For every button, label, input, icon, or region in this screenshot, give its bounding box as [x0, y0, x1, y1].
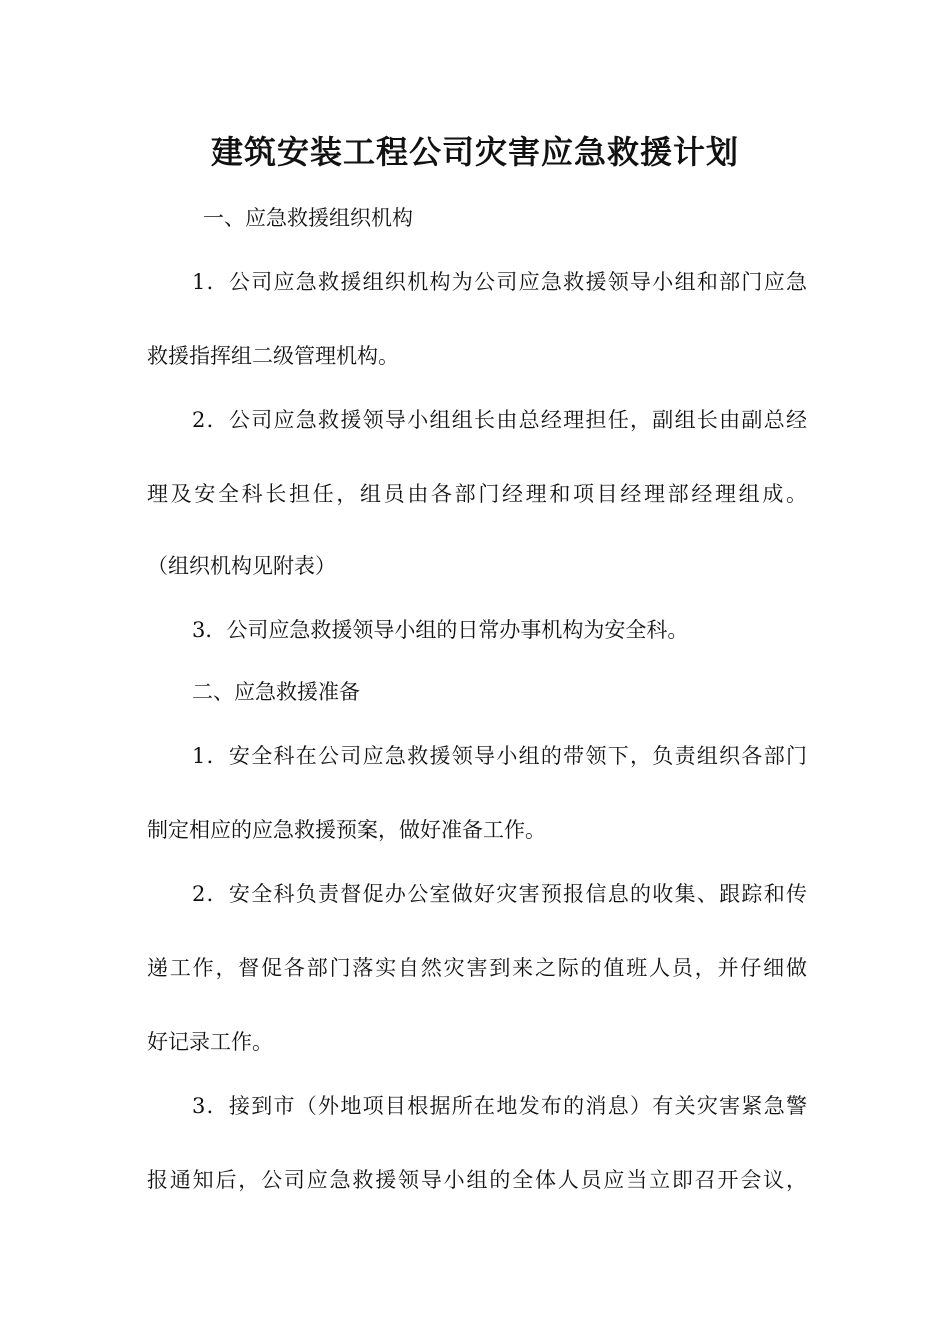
- document-title: 建筑安装工程公司灾害应急救援计划: [210, 133, 739, 171]
- paragraph-line: （组织机构见附表）: [147, 554, 336, 578]
- paragraph-line: 报通知后，公司应急救援领导小组的全体人员应当立即召开会议，: [147, 1168, 807, 1192]
- section-heading-2: 二、应急救援准备: [192, 680, 360, 704]
- paragraph-line: 1．公司应急救援组织机构为公司应急救援领导小组和部门应急: [192, 270, 807, 294]
- paragraph-line: 递工作，督促各部门落实自然灾害到来之际的值班人员，并仔细做: [147, 956, 807, 980]
- paragraph-line: 3．公司应急救援领导小组的日常办事机构为安全科。: [192, 618, 689, 642]
- paragraph-line: 2．公司应急救援领导小组组长由总经理担任，副组长由副总经: [192, 408, 807, 432]
- section-heading-1: 一、应急救援组织机构: [203, 206, 413, 230]
- paragraph-line: 3．接到市（外地项目根据所在地发布的消息）有关灾害紧急警: [192, 1094, 807, 1118]
- paragraph-line: 1．安全科在公司应急救援领导小组的带领下，负责组织各部门: [192, 744, 807, 768]
- paragraph-line: 救援指挥组二级管理机构。: [147, 344, 399, 368]
- paragraph-line: 好记录工作。: [147, 1030, 273, 1054]
- paragraph-line: 理及安全科长担任，组员由各部门经理和项目经理部经理组成。: [147, 482, 807, 506]
- paragraph-line: 制定相应的应急救援预案，做好准备工作。: [147, 818, 546, 842]
- paragraph-line: 2．安全科负责督促办公室做好灾害预报信息的收集、跟踪和传: [192, 882, 807, 906]
